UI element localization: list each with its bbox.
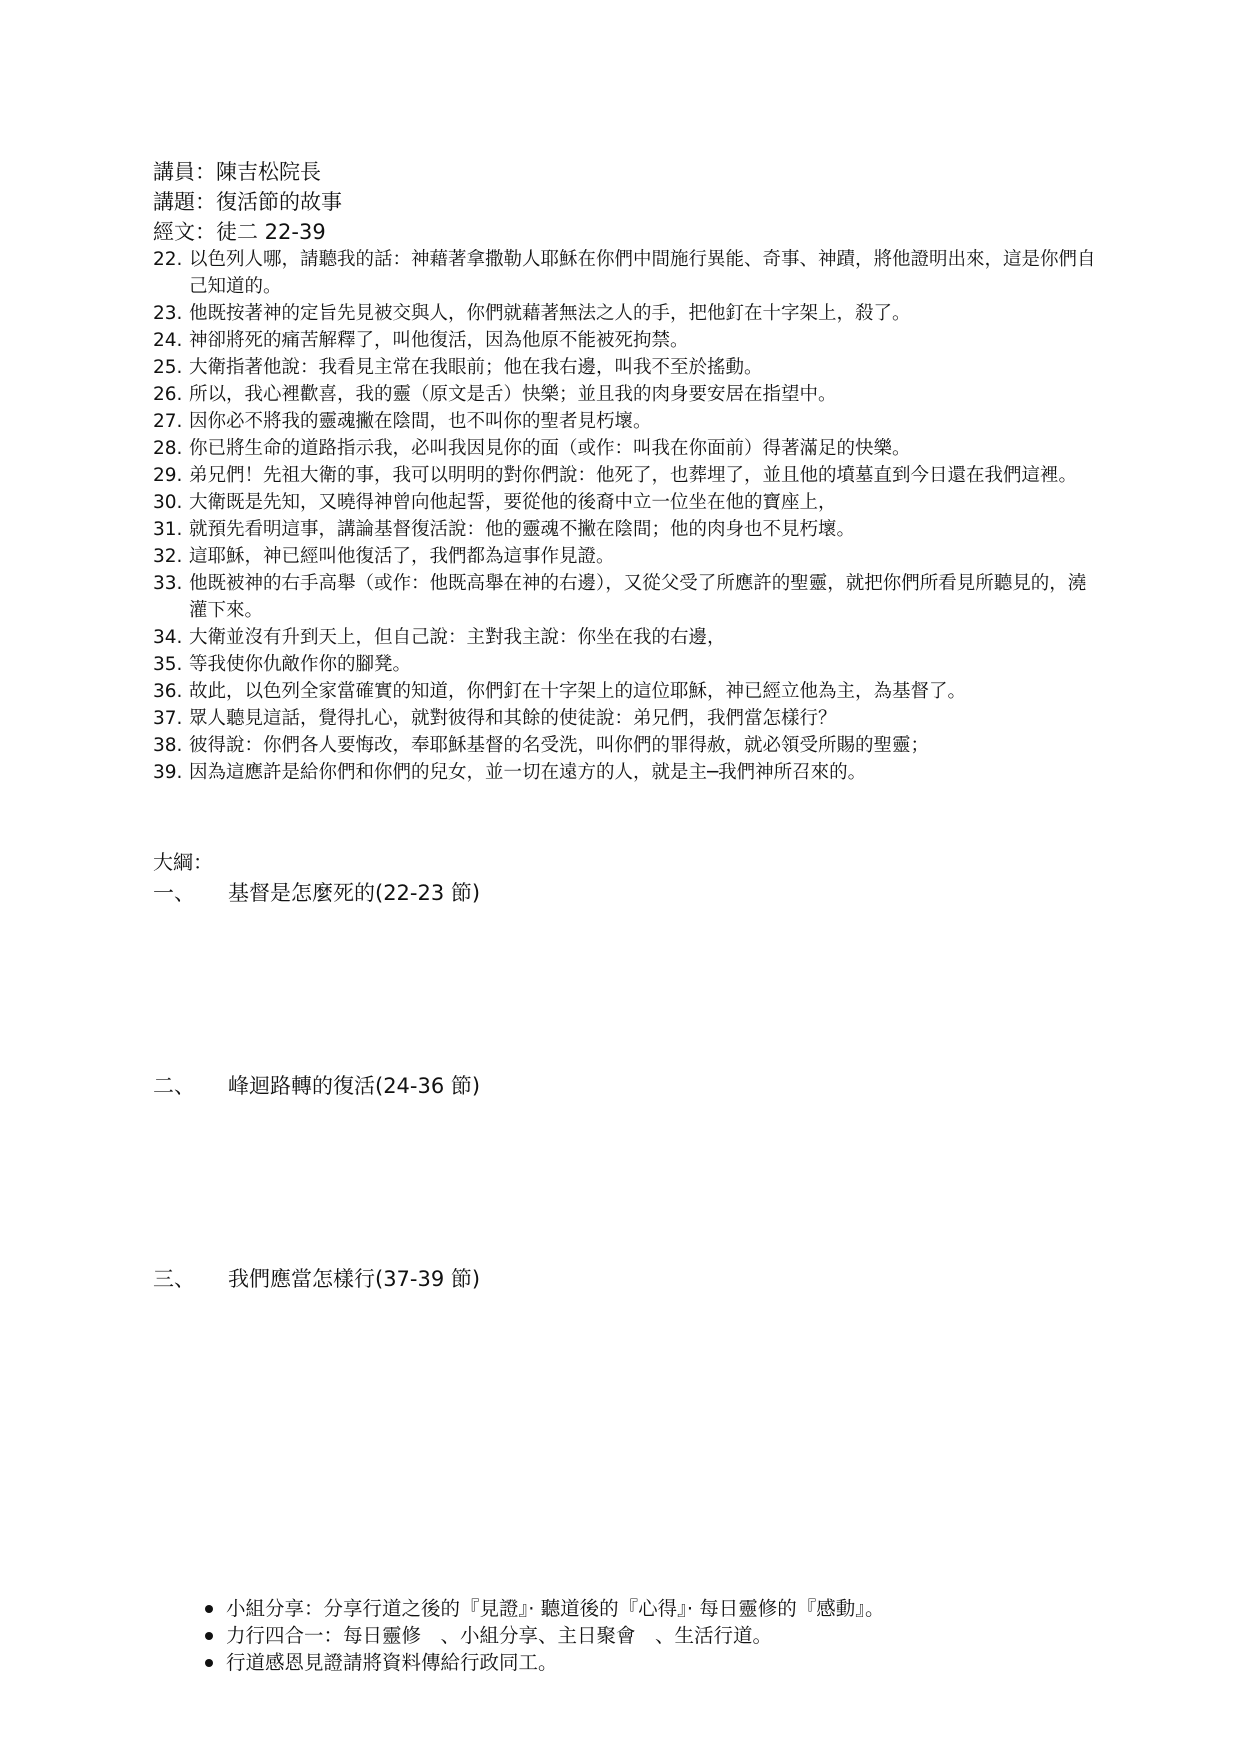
verse-number: 37. xyxy=(153,708,183,729)
note-item xyxy=(205,1595,885,1622)
verse-text: 眾人聽見這話，覺得扎心，就對彼得和其餘的使徒說：弟兄們，我們當怎樣行？ xyxy=(189,708,837,729)
verse-38 xyxy=(153,732,1103,759)
verse-31 xyxy=(153,516,1103,543)
verse-list xyxy=(153,246,1103,786)
verse-number: 25. xyxy=(153,357,183,378)
verse-text: 就預先看明這事，講論基督復活說：他的靈魂不撇在陰間；他的肉身也不見朽壞。 xyxy=(189,519,856,540)
verse-22 xyxy=(153,246,1103,300)
note-item xyxy=(205,1649,885,1676)
verse-26 xyxy=(153,381,1103,408)
outline-item-2 xyxy=(153,1071,480,1101)
verse-text: 因你必不將我的靈魂撇在陰間，也不叫你的聖者見朽壞。 xyxy=(189,411,652,432)
verse-text: 所以，我心裡歡喜，我的靈（原文是舌）快樂；並且我的肉身要安居在指望中。 xyxy=(189,384,837,405)
outline-text: 峰迴路轉的復活(24-36 節) xyxy=(228,1074,481,1098)
verse-34 xyxy=(153,624,1103,651)
verse-number: 24. xyxy=(153,330,183,351)
verse-number: 28. xyxy=(153,438,183,459)
bullet-icon xyxy=(205,1659,213,1667)
verse-number: 36. xyxy=(153,681,183,702)
scripture-line: 經文：徒二 22-39 xyxy=(153,220,326,244)
verse-35 xyxy=(153,651,1103,678)
verse-number: 27. xyxy=(153,411,183,432)
verse-23 xyxy=(153,300,1103,327)
verse-number: 29. xyxy=(153,465,183,486)
outline-item-3 xyxy=(153,1264,480,1294)
speaker-line: 講員：陳吉松院長 xyxy=(153,160,321,184)
verse-37 xyxy=(153,705,1103,732)
outline-mark: 二、 xyxy=(153,1074,195,1098)
notes-list xyxy=(205,1595,885,1676)
verse-number: 31. xyxy=(153,519,183,540)
verse-text: 大衛並沒有升到天上，但自己說：主對我主說：你坐在我的右邊， xyxy=(189,627,726,648)
verse-number: 22. xyxy=(153,249,183,270)
verse-33 xyxy=(153,570,1103,624)
verse-number: 30. xyxy=(153,492,183,513)
verse-28 xyxy=(153,435,1103,462)
verse-text: 他既按著神的定旨先見被交與人，你們就藉著無法之人的手，把他釘在十字架上，殺了。 xyxy=(189,303,911,324)
verse-29 xyxy=(153,462,1103,489)
verse-number: 33. xyxy=(153,573,183,594)
verse-text: 彼得說：你們各人要悔改，奉耶穌基督的名受洗，叫你們的罪得赦，就必領受所賜的聖靈； xyxy=(189,735,930,756)
verse-number: 38. xyxy=(153,735,183,756)
outline-mark: 一、 xyxy=(153,881,195,905)
verse-number: 26. xyxy=(153,384,183,405)
outline-text: 我們應當怎樣行(37-39 節) xyxy=(228,1267,481,1291)
verse-text: 弟兄們！先祖大衛的事，我可以明明的對你們說：他死了，也葬埋了，並且他的墳墓直到今日還在我們這裡。 xyxy=(189,465,1078,486)
verse-text: 這耶穌，神已經叫他復活了，我們都為這事作見證。 xyxy=(189,546,615,567)
verse-text: 故此，以色列全家當確實的知道，你們釘在十字架上的這位耶穌，神已經立他為主，為基督了。 xyxy=(189,681,967,702)
verse-number: 35. xyxy=(153,654,183,675)
verse-number: 23. xyxy=(153,303,183,324)
verse-text: 你已將生命的道路指示我，必叫我因見你的面（或作：叫我在你面前）得著滿足的快樂。 xyxy=(189,438,911,459)
verse-30 xyxy=(153,489,1103,516)
verse-text: 他既被神的右手高舉（或作：他既高舉在神的右邊），又從父受了所應許的聖靈，就把你們所看見所聽見的，澆灌下來。 xyxy=(189,573,1087,621)
verse-number: 34. xyxy=(153,627,183,648)
verse-25 xyxy=(153,354,1103,381)
note-text: 力行四合一：每日靈修 、小組分享、主日聚會 、生活行道。 xyxy=(226,1624,773,1647)
note-text: 行道感恩見證請將資料傳給行政同工。 xyxy=(226,1651,558,1674)
verse-32 xyxy=(153,543,1103,570)
outline-item-1 xyxy=(153,878,480,908)
verse-text: 因為這應許是給你們和你們的兒女，並一切在遠方的人，就是主─我們神所召來的。 xyxy=(189,762,867,783)
verse-36 xyxy=(153,678,1103,705)
outline-text: 基督是怎麼死的(22-23 節) xyxy=(228,881,481,905)
verse-text: 神卻將死的痛苦解釋了，叫他復活，因為他原不能被死拘禁。 xyxy=(189,330,689,351)
verse-text: 大衛指著他說：我看見主常在我眼前；他在我右邊，叫我不至於搖動。 xyxy=(189,357,763,378)
verse-number: 39. xyxy=(153,762,183,783)
outline-title: 大綱： xyxy=(153,850,213,874)
bullet-icon xyxy=(205,1605,213,1613)
verse-text: 大衛既是先知，又曉得神曾向他起誓，要從他的後裔中立一位坐在他的寶座上， xyxy=(189,492,837,513)
topic-line: 講題：復活節的故事 xyxy=(153,190,342,214)
outline-mark: 三、 xyxy=(153,1267,195,1291)
bullet-icon xyxy=(205,1632,213,1640)
note-item xyxy=(205,1622,885,1649)
verse-27 xyxy=(153,408,1103,435)
verse-text: 以色列人哪，請聽我的話：神藉著拿撒勒人耶穌在你們中間施行異能、奇事、神蹟，將他證明出來，這是你們自己知道的。 xyxy=(189,249,1096,297)
verse-number: 32. xyxy=(153,546,183,567)
verse-39 xyxy=(153,759,1103,786)
note-text: 小組分享：分享行道之後的『見證』· 聽道後的『心得』· 每日靈修的『感動』。 xyxy=(226,1597,885,1620)
verse-text: 等我使你仇敵作你的腳凳。 xyxy=(189,654,412,675)
verse-24 xyxy=(153,327,1103,354)
